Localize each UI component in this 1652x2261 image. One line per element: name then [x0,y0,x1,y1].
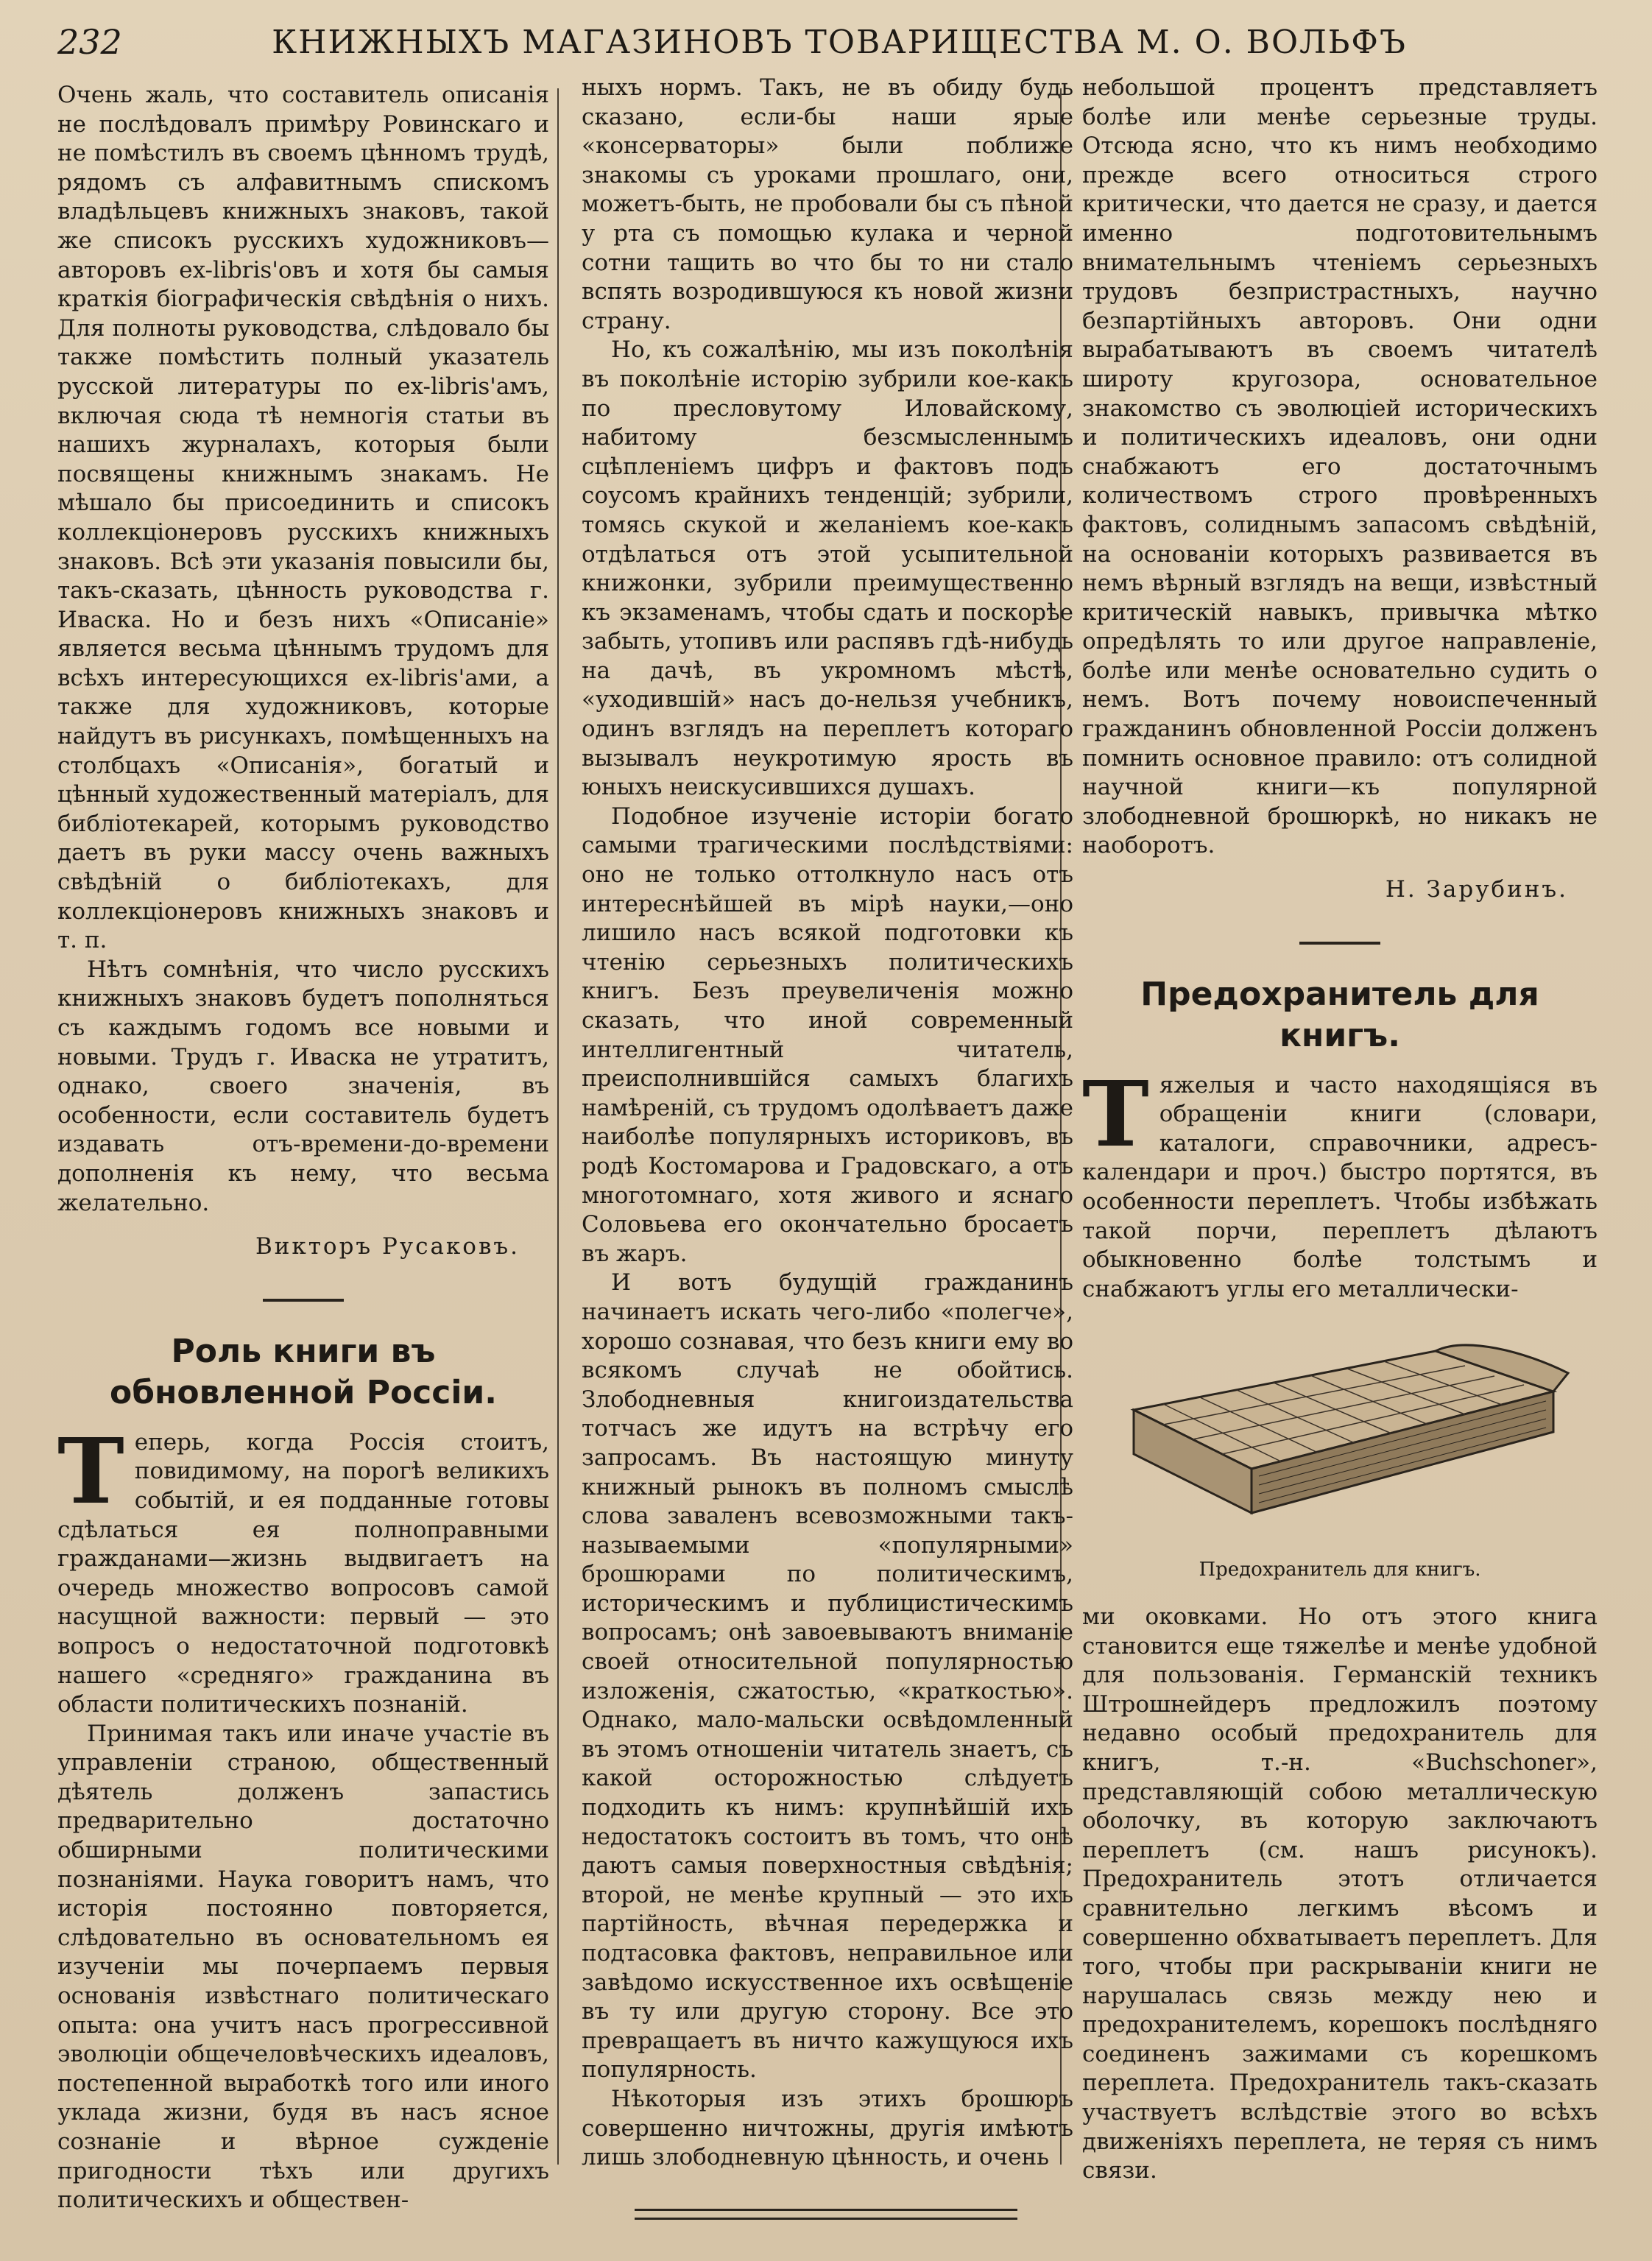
running-title: КНИЖНЫХЪ МАГАЗИНОВЪ ТОВАРИЩЕСТВА М. О. ВОЛЬФЪ [272,24,1407,61]
paragraph: ми оковками. Но отъ этого книга становится еще тяжелѣе и менѣе удобной для пользованія. Германскій техникъ Штрошнейдеръ предложилъ поэтому недавно особый предохранитель для книгъ, т.-н. «Buchschoner», представляющій собою металлическую оболочку, въ которую заключаютъ переплетъ (см. нашъ рисунокъ). Предохранитель этотъ отличается сравнительно легкимъ вѣсомъ и совершенно обхватываетъ переплетъ. Для того, чтобы при раскрываніи книги не нарушалась связь между нею и предохранителемъ, корешокъ послѣдняго соединенъ зажимами съ корешкомъ переплета. Предохранитель такъ-сказать участвуетъ вслѣдствіе этого во всѣхъ движеніяхъ переплета, не теряя съ нимъ связи. [1082,1603,1598,2184]
footer-rule-bottom [635,2218,1017,2220]
page-number: 232 [57,22,122,62]
drop-cap: Т [1082,1060,1149,1167]
footer-rule-top [635,2209,1017,2211]
paragraph: небольшой процентъ представляетъ болѣе или менѣе серьезные труды. Отсюда ясно, что къ нимъ необходимо прежде всего относиться строго критически, что дается не сразу, и дается именно подготовительнымъ внимательнымъ чтеніемъ серьезныхъ трудовъ безпристрастныхъ, научно безпартійныхъ авторовъ. Они одни вырабатываютъ въ своемъ читателѣ широту кругозора, основательное знакомство съ эволюціей историческихъ и политическихъ идеаловъ, они одни снабжаютъ его достаточнымъ количествомъ строго провѣренныхъ фактовъ, солиднымъ запасомъ свѣдѣній, на основаніи которыхъ развивается въ немъ вѣрный взглядъ на вещи, извѣстный критическій навыкъ, привычка мѣтко опредѣлять то или другое направленіе, болѣе или менѣе основательно судить о немъ. Вотъ почему новоиспеченный гражданинъ обновленной Россіи долженъ помнить основное правило: отъ солидной научной книги—къ популярной злободневной брошюркѣ, но никакъ не наоборотъ. [1082,74,1598,859]
paragraph: Но, къ сожалѣнію, мы изъ поколѣнія въ поколѣніе исторію зубрили кое-какъ по пресловутому Иловайскому, набитому безсмысленнымъ сцѣпленіемъ цифръ и фактовъ подъ соусомъ крайнихъ тенденцій; зубрили, томясь скукой и желаніемъ кое-какъ отдѣлаться отъ этой усыпительной книжонки, зубрили преимущественно къ экзаменамъ, чтобы сдать и поскорѣе забыть, утопивъ или распявъ гдѣ-нибудь на дачѣ, въ укромномъ мѣстѣ, «уходившій» насъ до-нельзя учебникъ, одинъ взглядъ на переплетъ котораго вызывалъ неукротимую ярость въ юныхъ неискусившихся душахъ. [582,336,1073,801]
paragraph: Нѣтъ сомнѣнія, что число русскихъ книжныхъ знаковъ будетъ пополняться съ каждымъ годомъ все новыми и новыми. Трудъ г. Иваска не утратитъ, однако, своего значенія, въ особенности, если составитель будетъ издавать отъ-времени-до-времени дополненія къ нему, что весьма желательно. [57,956,549,1216]
article-title: Предохранитель для книгъ. [1140,975,1539,1054]
book-protector-drawing [1082,1322,1583,1550]
book-protector-illustration [1082,1322,1598,1550]
paragraph: Очень жаль, что составитель описанія не послѣдовалъ примѣру Ровинскаго и не помѣстилъ въ своемъ цѣнномъ трудѣ, рядомъ съ алфавитнымъ спискомъ владѣльцевъ книжныхъ знаковъ, такой же списокъ русскихъ художниковъ—авторовъ ex-libris'овъ и хотя бы самыя краткія біографическія свѣдѣнія о нихъ. Для полноты руководства, слѣдовало бы также помѣстить полный указатель русской литературы по ex-libris'амъ, включая сюда тѣ немногія статьи въ нашихъ журналахъ, которыя были посвящены книжнымъ знакамъ. Не мѣшало бы присоединить и списокъ коллекціонеровъ русскихъ книжныхъ знаковъ. Всѣ эти указанія повысили бы, такъ-сказать, цѣнность руководства г. Иваска. Но и безъ нихъ «Описаніе» является весьма цѣннымъ трудомъ для всѣхъ интересующихся ex-libris'ами, а также для художниковъ, которые найдутъ въ рисункахъ, помѣщенныхъ на столбцахъ «Описанія», богатый и цѣнный художественный матеріалъ, для библіотекарей, которымъ руководство даетъ въ руки массу очень важныхъ свѣдѣній о библіотекахъ, для коллекціонеровъ книжныхъ знаковъ и т. п. [57,82,549,954]
author-signature: Викторъ Русаковъ. [255,1233,520,1260]
column-right [1082,74,1598,2186]
figure-caption: Предохранитель для книгъ. [1199,1559,1481,1581]
paragraph: Принимая такъ или иначе участіе въ управленіи страною, общественный дѣятель долженъ запастись предварительно достаточно обширными политическими познаніями. Наука говоритъ намъ, что исторія постоянно повторяется, слѣдовательно въ основательномъ ея изученіи мы почерпаемъ первыя основанія извѣстнаго политическаго опыта: она учитъ насъ прогрессивной эволюціи общечеловѣческихъ идеаловъ, постепенной выработкѣ того или иного уклада жизни, будя въ насъ ясное сознаніе и вѣрное сужденіе пригодности тѣхъ или другихъ политическихъ и обществен- [57,1720,549,2214]
page-header [0,16,1652,68]
column-divider-left [557,88,559,2165]
section-separator [263,1299,344,1302]
paragraph: И вотъ будущій гражданинъ начинаетъ искать чего-либо «полегче», хорошо сознавая, что безъ книги ему во всякомъ случаѣ не обойтись. Злободневныя книгоиздательства тотчасъ же идутъ на встрѣчу его запросамъ. Въ настоящую минуту книжный рынокъ въ полномъ смыслѣ слова заваленъ всевозможными такъ-называемыми «популярными» брошюрами по политическимъ, историческимъ и публицистическимъ вопросамъ; онѣ завоевываютъ вниманіе своей относительной популярностью изложенія, сжатостью, «краткостью». Однако, мало-мальски освѣдомленный въ этомъ отношеніи читатель знаетъ, съ какой осторожностью слѣдуетъ подходить къ нимъ: крупнѣйшій ихъ недостатокъ состоитъ въ томъ, что онѣ даютъ самыя поверхностныя свѣдѣнія; второй, не менѣе крупный — это ихъ партійность, вѣчная передержка и подтасовка фактовъ, неправильное или завѣдомо искусственное ихъ освѣщеніе въ ту или другую сторону. Все это превращаетъ въ ничто кажущуюся ихъ популярность. [582,1269,1073,2084]
paragraph-with-dropcap [1082,1060,1598,1305]
column-left [57,81,549,2215]
paragraph-text: яжелыя и часто находящіяся въ обращеніи книги (словари, каталоги, справочники, адресъ-календари и проч.) быстро портятся, въ особенности переплетъ. Чтобы избѣжать такой порчи, переплетъ дѣлаютъ обыкновенно болѣе толстымъ и снабжаютъ углы его металлически- [1082,1071,1598,1302]
section-separator [1299,942,1380,945]
paragraph: Подобное изученіе исторіи богато самыми трагическими послѣдствіями: оно не только оттолкнуло насъ отъ интереснѣйшей въ мірѣ науки,—оно лишило насъ всякой подготовки къ чтенію серьезныхъ политическихъ книгъ. Безъ преувеличенія можно сказать, что иной современный интеллигентный читатель, преисполнившійся самыхъ благихъ намѣреній, съ трудомъ одолѣваетъ даже наиболѣе популярныхъ историковъ, въ родѣ Костомарова и Градовскаго, а отъ многотомнаго, хотя живого и яснаго Соловьева его окончательно бросаетъ въ жаръ. [582,803,1073,1267]
column-middle [582,74,1073,2173]
author-signature: Н. Зарубинъ. [1385,876,1568,903]
drop-cap: Т [57,1417,124,1524]
article-title: Роль книги въ обновленной Россіи. [110,1332,497,1411]
paragraph-with-dropcap [57,1417,549,1720]
paragraph-text: еперь, когда Россія стоитъ, повидимому, на порогѣ великихъ событій, и ея подданные готовы сдѣлаться ея полноправными гражданами—жизнь выдвигаетъ на очередь множество вопросовъ самой насущной важности: первый — это вопросъ о недостаточной подготовкѣ нашего «средняго» гражданина въ области политическихъ познаній. [57,1428,549,1718]
paragraph: Нѣкоторыя изъ этихъ брошюръ совершенно ничтожны, другія имѣютъ лишь злободневную цѣнность, и очень [582,2085,1073,2171]
paragraph: ныхъ нормъ. Такъ, не въ обиду будь сказано, если-бы наши ярые «консерваторы» были поближе знакомы съ уроками прошлаго, они, можетъ-быть, не пробовали бы съ пѣной у рта съ помощью кулака и черной сотни тащить во что бы то ни стало вспять возродившуюся къ новой жизни страну. [582,74,1073,334]
